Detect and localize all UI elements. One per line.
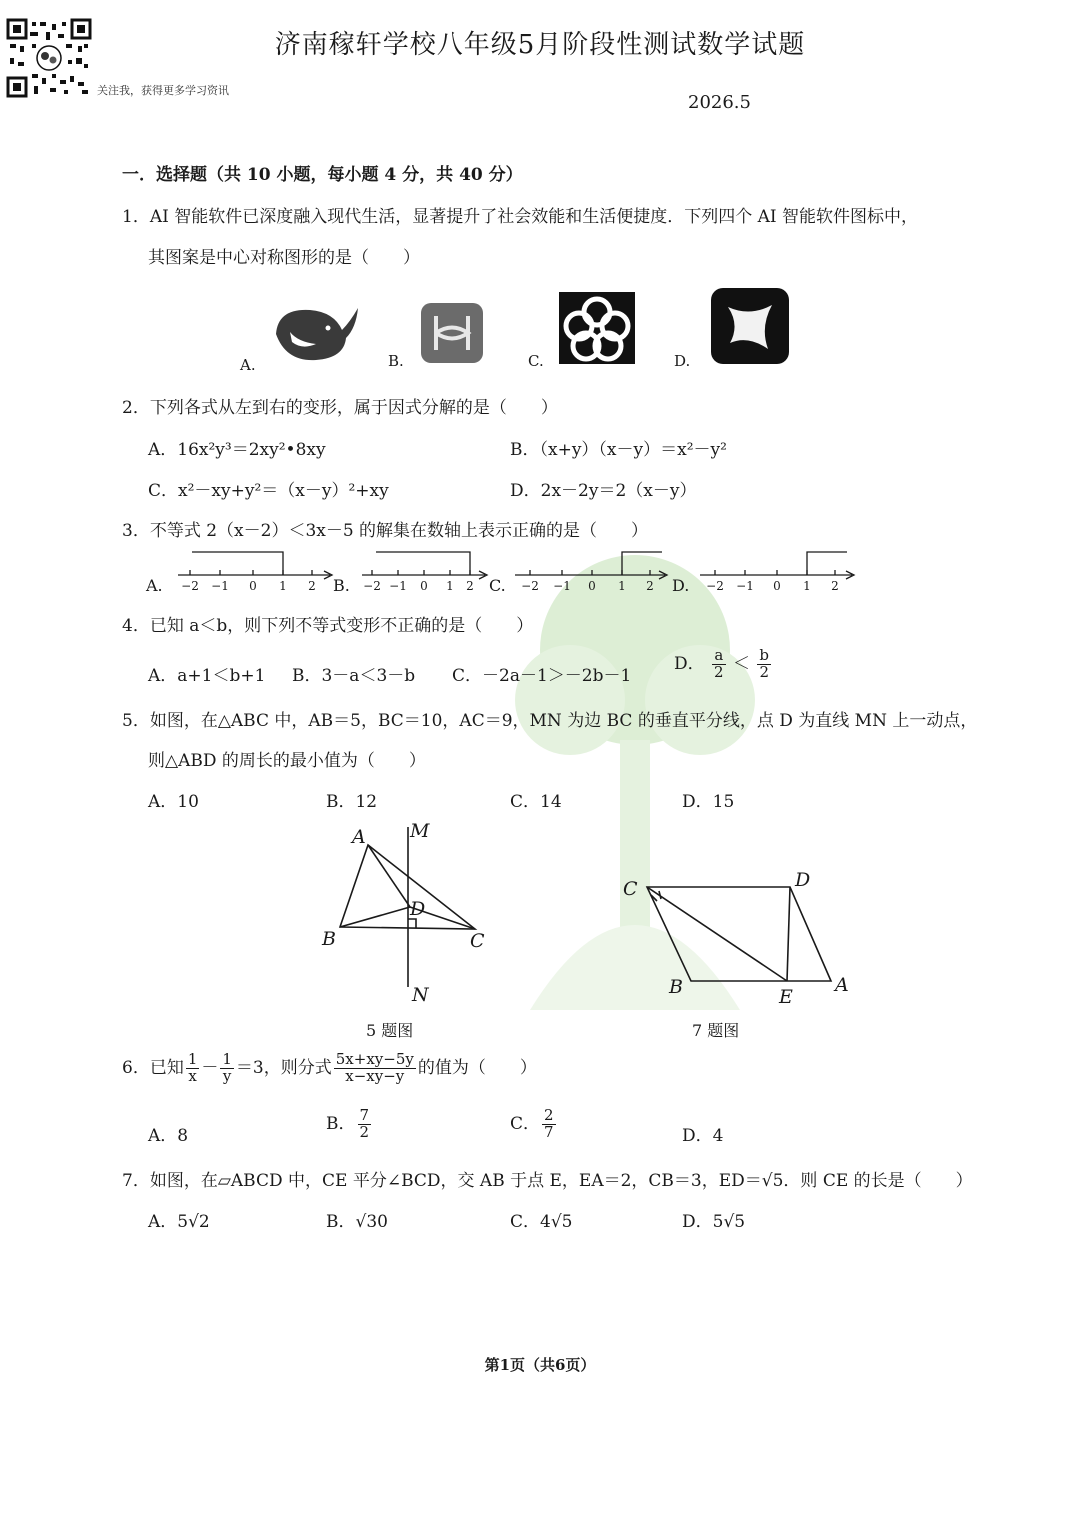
q6-option-a: A．8 [148, 1126, 189, 1146]
svg-text:N: N [412, 984, 429, 1006]
q4-stem: 4．已知 a＜b，则下列不等式变形不正确的是（ ） [122, 616, 534, 636]
svg-text:A: A [352, 826, 366, 848]
svg-text:D: D [410, 898, 426, 920]
svg-text:M: M [410, 820, 430, 842]
section-heading: 一．选择题（共 10 小题，每小题 4 分，共 40 分） [122, 165, 523, 185]
knot-logo-icon [559, 292, 635, 364]
q3-option-a-label: A. [146, 576, 163, 595]
q7-stem: 7．如图，在▱ABCD 中，CE 平分∠BCD，交 AB 于点 E，EA＝2，CB＝3，ED＝√5．则 CE 的长是（ ） [122, 1171, 973, 1191]
fraction: $\frac{5x+xy-5y}{x-xy-y}$ [335, 1050, 414, 1085]
svg-text:−1: −1 [389, 579, 407, 593]
q4-option-b: B．3－a＜3－b [292, 666, 416, 686]
svg-text:2: 2 [308, 579, 316, 593]
q3-number-lines [140, 540, 870, 600]
page-footer: 第1页（共6页） [484, 1356, 596, 1374]
svg-text:B: B [669, 976, 683, 998]
figure-5-caption: 5 题图 [366, 1021, 414, 1040]
q5-option-d: D．15 [682, 792, 735, 812]
svg-text:A: A [835, 974, 849, 996]
q1-stem-line1: 1．AI 智能软件已深度融入现代生活，显著提升了社会效能和生活便捷度．下列四个 AI 智能软件图标中， [122, 207, 919, 227]
q3-option-c-label: C. [489, 576, 506, 595]
q1-option-a-label: A. [240, 356, 256, 374]
svg-text:0: 0 [588, 579, 596, 593]
q1-option-b-label: B. [388, 352, 404, 370]
q5-stem-line1: 5．如图，在△ABC 中，AB＝5，BC＝10，AC＝9，MN 为边 BC 的垂直平分线，点 D 为直线 MN 上一动点， [122, 711, 978, 731]
q3-option-b-label: B. [333, 576, 350, 595]
q7-option-b: B．√30 [326, 1212, 388, 1232]
q6-option-b: B． $\frac{7}{2}$ [326, 1106, 370, 1141]
svg-text:D: D [795, 869, 811, 891]
svg-text:B: B [322, 928, 336, 950]
q2-option-b: B．（x+y）（x－y）＝x²－y² [510, 440, 727, 460]
q2-option-a: A．16x²y³＝2xy²•8xy [148, 440, 326, 460]
q7-option-a: A．5√2 [148, 1212, 210, 1232]
svg-text:1: 1 [279, 579, 287, 593]
q7-option-d: D．5√5 [682, 1212, 746, 1232]
svg-text:0: 0 [249, 579, 257, 593]
q1-stem-line2: 其图案是中心对称图形的是（ ） [148, 248, 420, 268]
q4-option-c: C．－2a－1＞－2b－1 [452, 666, 632, 686]
svg-text:1: 1 [618, 579, 626, 593]
q5-option-b: B．12 [326, 792, 378, 812]
svg-text:−1: −1 [553, 579, 571, 593]
fraction: $\frac{a}{2}$ [714, 646, 724, 681]
svg-text:E: E [779, 986, 793, 1008]
q1-option-d-label: D. [674, 352, 691, 370]
q5-stem-line2: 则△ABD 的周长的最小值为（ ） [148, 751, 426, 771]
q3-stem: 3．不等式 2（x－2）＜3x－5 的解集在数轴上表示正确的是（ ） [122, 521, 649, 541]
fraction: $\frac{1}{y}$ [222, 1050, 232, 1085]
q3-option-d-label: D. [672, 576, 690, 595]
svg-text:0: 0 [773, 579, 781, 593]
exam-date: 2026.5 [688, 92, 751, 113]
svg-text:C: C [470, 930, 485, 952]
fraction: $\frac{2}{7}$ [544, 1106, 554, 1141]
svg-text:−2: −2 [521, 579, 539, 593]
q6-option-d: D．4 [682, 1126, 724, 1146]
q2-option-c: C．x²－xy+y²＝（x－y）²+xy [148, 481, 389, 501]
figure-7-caption: 7 题图 [692, 1021, 740, 1040]
whale-logo-icon [272, 302, 360, 364]
svg-text:−2: −2 [363, 579, 381, 593]
svg-text:0: 0 [420, 579, 428, 593]
q2-option-d: D．2x－2y＝2（x－y） [510, 481, 697, 501]
fraction: $\frac{b}{2}$ [759, 646, 770, 681]
svg-text:2: 2 [646, 579, 654, 593]
svg-text:2: 2 [831, 579, 839, 593]
q4-option-a: A．a+1＜b+1 [148, 666, 266, 686]
q6-option-c: C． $\frac{2}{7}$ [510, 1106, 554, 1141]
svg-text:C: C [623, 878, 638, 900]
q6-stem: 6．已知 $\frac{1}{x}$ － $\frac{1}{y}$ ＝3，则分式 $\frac{5x+xy-5y}{x-xy-y}$ 的值为（ ） [122, 1050, 537, 1085]
qr-caption: 关注我，获得更多学习资讯 [97, 84, 229, 97]
figure-7-parallelogram [615, 865, 855, 1010]
svg-text:−1: −1 [736, 579, 754, 593]
q5-option-a: A．10 [148, 792, 199, 812]
svg-text:1: 1 [446, 579, 454, 593]
q4-option-d: D． $\frac{a}{2}$ ＜ $\frac{b}{2}$ [674, 646, 770, 681]
q1-option-c-label: C. [528, 352, 544, 370]
svg-text:−2: −2 [706, 579, 724, 593]
svg-text:2: 2 [466, 579, 474, 593]
hunyuan-logo-icon [420, 302, 484, 364]
svg-text:1: 1 [803, 579, 811, 593]
figure-5-triangle [310, 815, 510, 1015]
page-title: 济南稼轩学校八年级5月阶段性测试数学试题 [274, 30, 806, 60]
svg-text:−2: −2 [181, 579, 199, 593]
q7-option-c: C．4√5 [510, 1212, 573, 1232]
fraction: $\frac{7}{2}$ [359, 1106, 370, 1141]
q2-stem: 2．下列各式从左到右的变形，属于因式分解的是（ ） [122, 398, 558, 418]
sail-logo-icon [710, 287, 790, 365]
svg-text:−1: −1 [211, 579, 229, 593]
q5-option-c: C．14 [510, 792, 562, 812]
fraction: $\frac{1}{x}$ [187, 1050, 198, 1085]
